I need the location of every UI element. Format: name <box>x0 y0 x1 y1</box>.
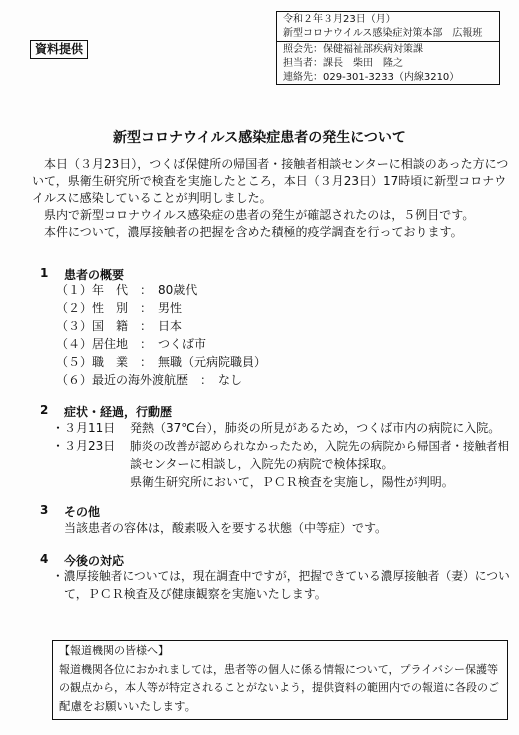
issuer-name: 新型コロナウイルス感染症対策本部 広報班 <box>283 28 483 39</box>
press-notice-line-3: 配慮をお願いいたします。 <box>59 699 197 713</box>
patient-condition: 当該患者の容体は，酸素吸入を要する状態（中等症）です。 <box>64 521 388 535</box>
contact-phone: 連絡先：029-301-3233（内線3210） <box>283 72 460 83</box>
document-type-tag: 資料提供 <box>30 40 88 59</box>
header-info-box <box>276 11 500 85</box>
press-notice-box <box>52 640 508 720</box>
intro-line-4: 県内で新型コロナウイルス感染症の患者の発生が確認されたのは，５例目です。 <box>44 208 475 222</box>
contact-person: 担当者：課長 柴田 隆之 <box>283 58 403 69</box>
section-4-number: 4 <box>40 552 49 566</box>
release-date: 令和２年３月23日（月） <box>283 14 396 25</box>
patient-sex: （２）性 別 ： 男性 <box>56 301 183 315</box>
followup-line-2: て，ＰＣＲ検査及び健康観察を実施いたします。 <box>64 587 327 601</box>
intro-line-5: 本件について，濃厚接触者の把握を含めた積極的疫学調査を行っております。 <box>44 225 463 239</box>
contact-department: 照会先：保健福祉部疾病対策課 <box>283 44 423 55</box>
section-1-number: 1 <box>40 266 49 280</box>
timeline-text-2a: 肺炎の改善が認められなかったため，入院先の病院から帰国者・接触者相 <box>130 439 510 453</box>
press-notice-line-2: の観点から，本人等が特定されることがないよう，提供資料の範囲内での報道に各段のご <box>59 681 499 694</box>
section-3-number: 3 <box>40 503 49 517</box>
intro-line-3: イルスに感染していることが判明しました。 <box>32 191 272 205</box>
press-notice-title: 【報道機関の皆様へ】 <box>59 644 169 657</box>
timeline-text-2c: 県衛生研究所において，ＰＣＲ検査を実施し，陽性が判明。 <box>130 475 454 489</box>
document-title: 新型コロナウイルス感染症患者の発生について <box>113 130 406 146</box>
followup-line-1: ・濃厚接触者については，現在調査中ですが，把握できている濃厚接触者（妻）につい <box>52 569 510 583</box>
patient-occupation: （５）職 業 ： 無職（元病院職員） <box>56 355 267 369</box>
timeline-text-1: 発熱（37℃台），肺炎の所見があるため，つくば市内の病院に入院。 <box>130 421 501 435</box>
section-2-title: 症状・経過，行動歴 <box>64 405 173 419</box>
patient-age: （１）年 代 ： 80歳代 <box>56 283 198 297</box>
intro-line-1: 本日（３月23日），つくば保健所の帰国者・接触者相談センターに相談のあった方につ <box>44 157 509 171</box>
intro-line-2: いて，県衛生研究所で検査を実施したところ，本日（３月23日）17時頃に新型コロナウ <box>32 174 507 188</box>
timeline-date-2: ・３月23日 <box>52 439 116 453</box>
section-3-title: その他 <box>64 505 101 519</box>
timeline-date-1: ・３月11日 <box>52 421 116 435</box>
section-4-title: 今後の対応 <box>64 554 125 568</box>
section-1-title: 患者の概要 <box>64 268 125 282</box>
section-2-number: 2 <box>40 403 49 417</box>
patient-nationality: （３）国 籍 ： 日本 <box>56 319 183 333</box>
patient-residence: （４）居住地 ： つくば市 <box>56 337 207 351</box>
patient-travel-history: （６）最近の海外渡航歴 ： なし <box>56 373 243 387</box>
press-notice-line-1: 報道機関各位におかれましては，患者等の個人に係る情報について，プライバシー保護等 <box>59 663 499 676</box>
timeline-text-2b: 談センターに相談し，入院先の病院で検体採取。 <box>130 457 394 471</box>
